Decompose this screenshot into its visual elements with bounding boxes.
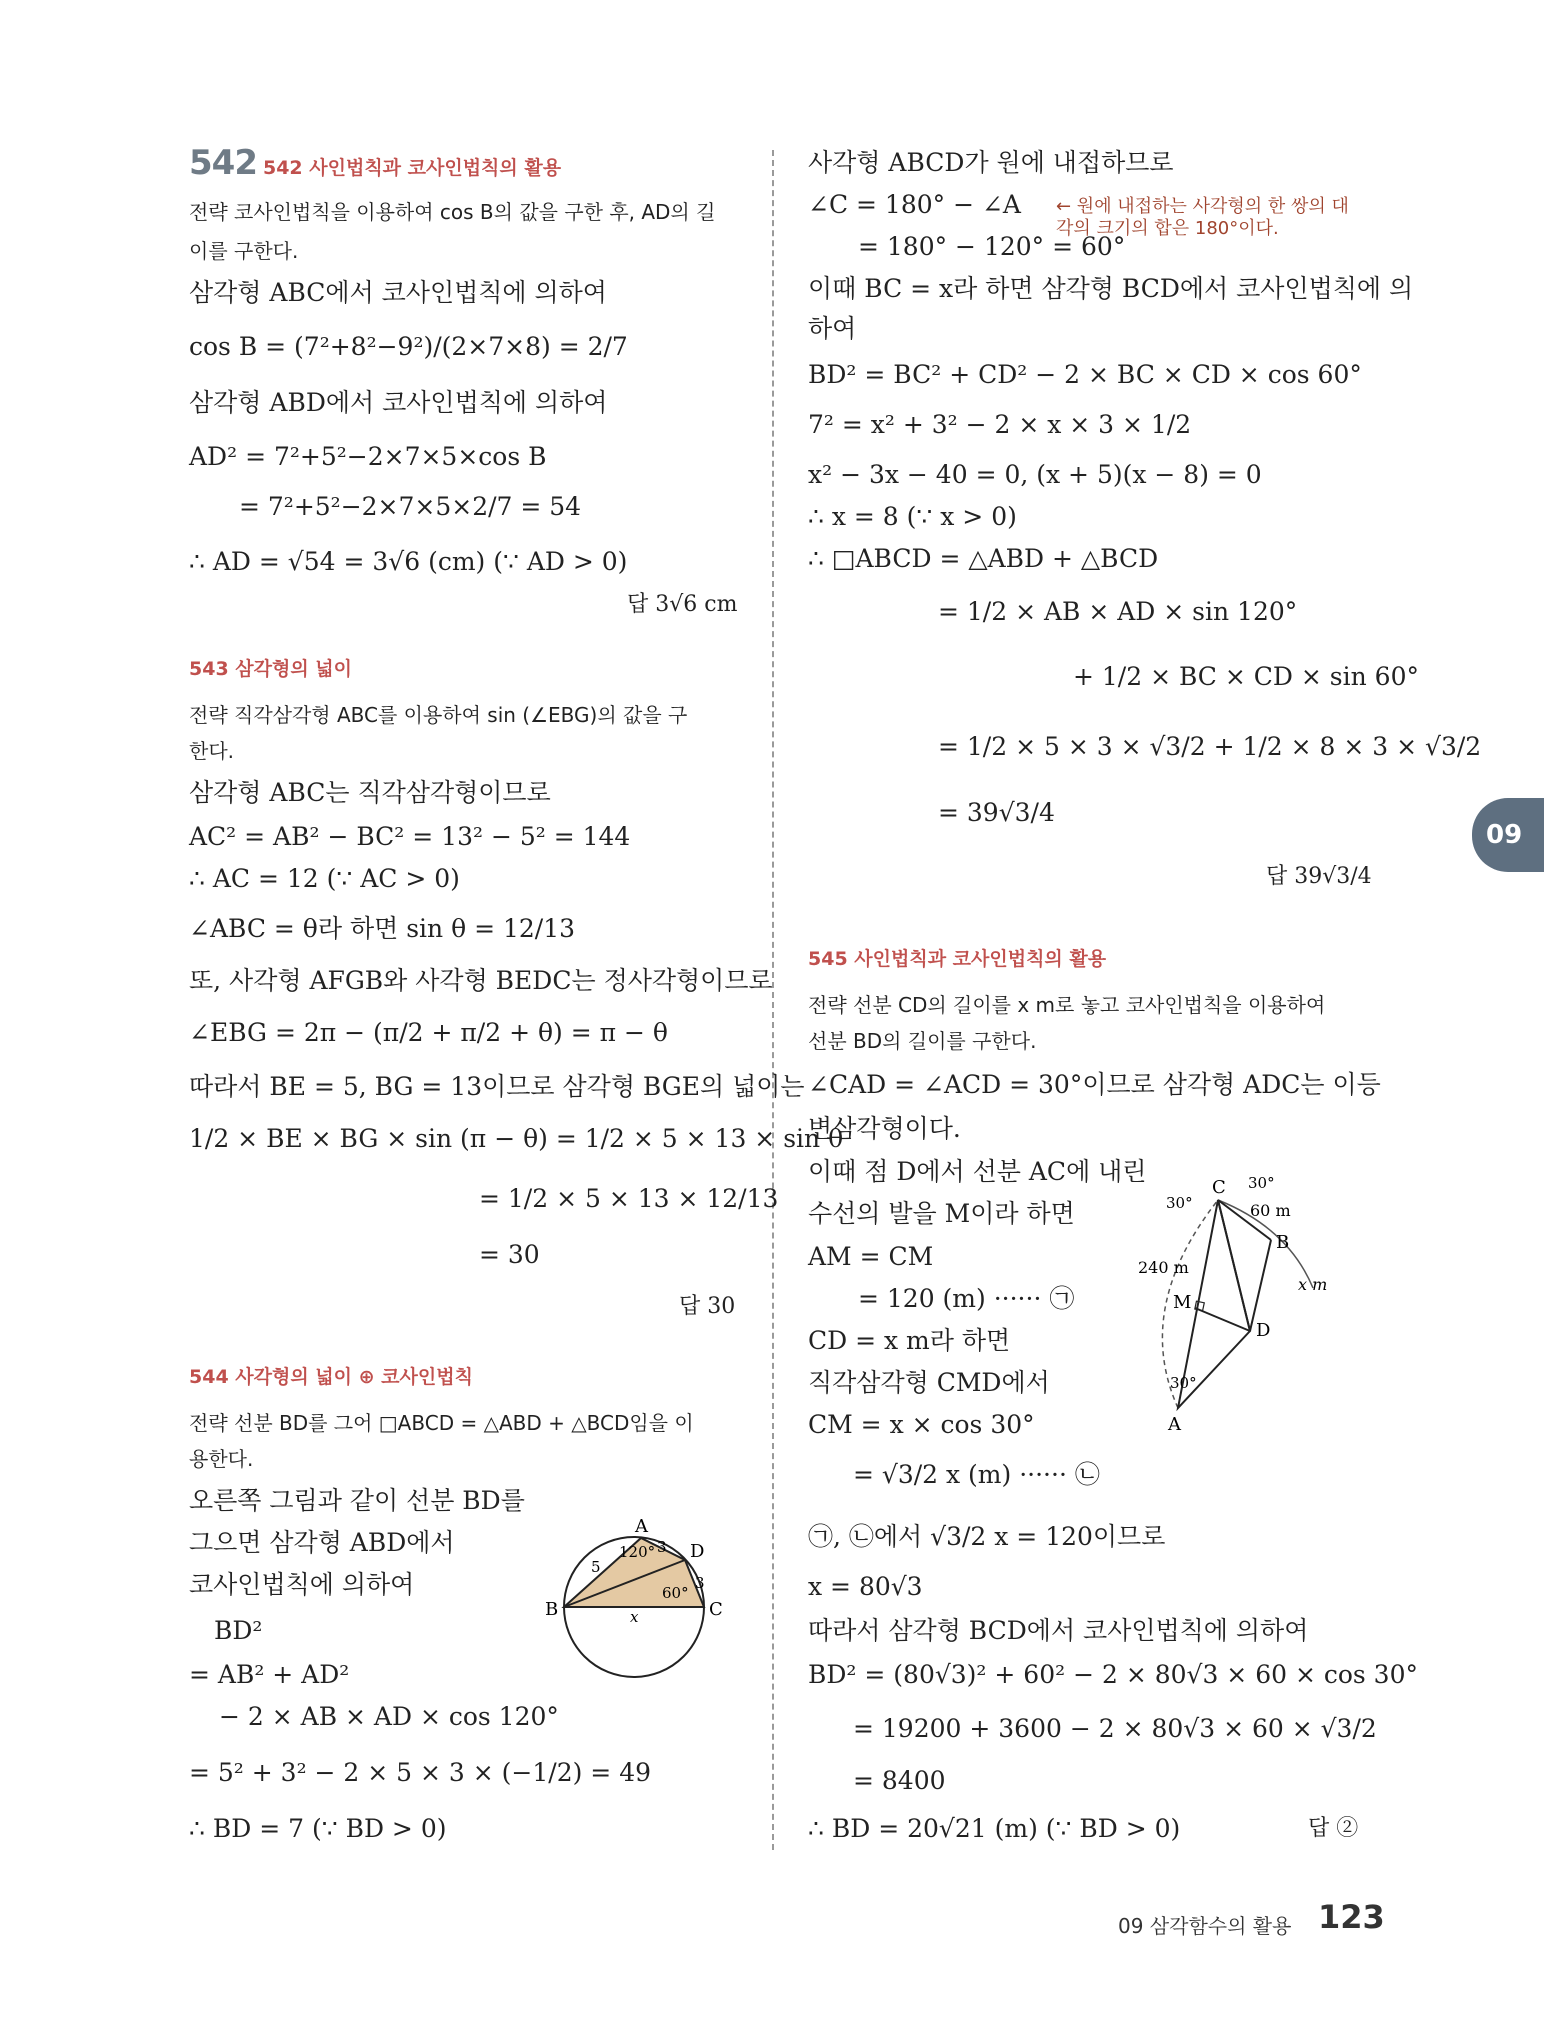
text: 오른쪽 그림과 같이 선분 BD를 <box>189 1486 525 1515</box>
strategy-545: 전략 선분 CD의 길이를 x m로 놓고 코사인법칙을 이용하여 <box>808 993 1326 1017</box>
problem-542-header: 542 542 사인법칙과 코사인법칙의 활용 <box>189 143 562 183</box>
page-number: 123 <box>1318 1898 1385 1936</box>
equation: AM = CM <box>808 1242 934 1271</box>
vertex-label: B <box>545 1599 559 1620</box>
text: 그으면 삼각형 ABD에서 <box>189 1528 455 1557</box>
equation: CD = x m라 하면 <box>808 1326 1011 1355</box>
equation: = 1/2 × 5 × 13 × 12/13 <box>479 1184 779 1213</box>
angle-label: 60° <box>662 1584 689 1602</box>
vertex-label: D <box>1256 1320 1271 1341</box>
equation: BD² = BC² + CD² − 2 × BC × CD × cos 60° <box>808 360 1362 389</box>
equation: ㉠, ㉡에서 √3/2 x = 120이므로 <box>808 1522 1166 1551</box>
equation: − 2 × AB × AD × cos 120° <box>219 1702 559 1731</box>
equation: 7² = x² + 3² − 2 × x × 3 × 1/2 <box>808 410 1192 439</box>
text: 이때 점 D에서 선분 AC에 내린 <box>808 1157 1147 1186</box>
margin-note: ← 원에 내접하는 사각형의 한 쌍의 대각의 크기의 합은 180°이다. <box>1056 196 1349 239</box>
problem-545-title: 545 사인법칙과 코사인법칙의 활용 <box>808 948 1107 970</box>
equation: = 8400 <box>853 1766 946 1795</box>
strategy-545-cont: 선분 BD의 길이를 구한다. <box>808 1029 1037 1053</box>
side-label: 240 m <box>1138 1258 1189 1277</box>
equation: = 1/2 × 5 × 3 × √3/2 + 1/2 × 8 × 3 × √3/2 <box>938 732 1482 761</box>
equation: ∠EBG = 2π − (π/2 + π/2 + θ) = π − θ <box>189 1018 668 1047</box>
equation: ∴ AC = 12 (∵ AC > 0) <box>189 864 460 893</box>
strategy-544-cont: 용한다. <box>189 1447 254 1471</box>
equation: AC² = AB² − BC² = 13² − 5² = 144 <box>189 822 631 851</box>
equation: = 39√3/4 <box>938 798 1055 827</box>
equation: ∴ □ABCD = △ABD + △BCD <box>808 544 1159 573</box>
equation: + 1/2 × BC × CD × sin 60° <box>1073 662 1419 691</box>
strategy-543: 전략 직각삼각형 ABC를 이용하여 sin (∠EBG)의 값을 구 <box>189 703 688 727</box>
equation: ∴ AD = √54 = 3√6 (cm) (∵ AD > 0) <box>189 547 628 576</box>
text: 변삼각형이다. <box>808 1114 961 1143</box>
equation: = √3/2 x (m) ······ ㉡ <box>853 1460 1100 1489</box>
side-label: 3 <box>695 1574 705 1592</box>
equation: = 5² + 3² − 2 × 5 × 3 × (−1/2) = 49 <box>189 1758 652 1787</box>
equation: ∠ABC = θ라 하면 sin θ = 12/13 <box>189 914 576 943</box>
angle-label: 30° <box>1166 1194 1193 1212</box>
equation: = 30 <box>479 1240 540 1269</box>
text: 삼각형 ABC는 직각삼각형이므로 <box>189 778 551 807</box>
side-label: 5 <box>591 1558 601 1576</box>
text: 직각삼각형 CMD에서 <box>808 1368 1050 1397</box>
equation: x = 80√3 <box>808 1572 923 1601</box>
angle-label: 30° <box>1170 1374 1197 1392</box>
vertex-label: M <box>1173 1292 1192 1313</box>
text: 코사인법칙에 의하여 <box>189 1570 415 1599</box>
equation: x² − 3x − 40 = 0, (x + 5)(x − 8) = 0 <box>808 460 1262 489</box>
answer-542: 답 3√6 cm <box>627 592 738 617</box>
figure-545 <box>1138 1158 1368 1458</box>
answer-544: 답 39√3/4 <box>1266 864 1372 889</box>
text: 따라서 삼각형 BCD에서 코사인법칙에 의하여 <box>808 1616 1309 1645</box>
vertex-label: A <box>1168 1414 1181 1435</box>
equation: BD² = (80√3)² + 60² − 2 × 80√3 × 60 × cos 30° <box>808 1660 1418 1689</box>
equation: BD² <box>214 1616 263 1645</box>
side-label: x <box>630 1608 639 1626</box>
vertex-label: D <box>690 1541 705 1562</box>
vertex-label: A <box>635 1516 648 1537</box>
strategy-542-cont: 이를 구한다. <box>189 239 299 263</box>
equation: = AB² + AD² <box>189 1660 350 1689</box>
text: 수선의 발을 M이라 하면 <box>808 1199 1075 1228</box>
strategy-543-cont: 한다. <box>189 739 234 763</box>
strategy-542: 전략 코사인법칙을 이용하여 cos B의 값을 구한 후, AD의 길 <box>189 200 716 224</box>
text: 사각형 ABCD가 원에 내접하므로 <box>808 148 1174 177</box>
equation: ∴ BD = 7 (∵ BD > 0) <box>189 1814 447 1843</box>
vertex-label: C <box>709 1599 723 1620</box>
problem-543-title: 543 삼각형의 넓이 <box>189 658 353 680</box>
chapter-tab: 09 <box>1472 798 1544 872</box>
equation: ∠C = 180° − ∠A <box>808 190 1021 219</box>
figure-544 <box>527 1485 739 1680</box>
vertex-label: B <box>1276 1232 1290 1253</box>
equation: CM = x × cos 30° <box>808 1410 1035 1439</box>
angle-label: 120° <box>619 1543 656 1561</box>
text: 하여 <box>808 314 857 343</box>
strategy-544: 전략 선분 BD를 그어 □ABCD = △ABD + △BCD임을 이 <box>189 1411 694 1435</box>
equation: = 180° − 120° = 60° <box>858 232 1126 261</box>
text: 삼각형 ABC에서 코사인법칙에 의하여 <box>189 278 607 307</box>
column-divider <box>772 150 774 1850</box>
angle-label: 30° <box>1248 1174 1275 1192</box>
problem-544-header <box>189 1358 473 1394</box>
problem-542-title: 542 사인법칙과 코사인법칙의 활용 <box>262 157 562 179</box>
text: ∠CAD = ∠ACD = 30°이므로 삼각형 ADC는 이등 <box>808 1070 1381 1099</box>
equation: ∴ x = 8 (∵ x > 0) <box>808 502 1017 531</box>
equation: = 120 (m) ······ ㉠ <box>858 1284 1075 1313</box>
equation: = 7²+5²−2×7×5×2/7 = 54 <box>239 492 582 521</box>
text: 또, 사각형 AFGB와 사각형 BEDC는 정사각형이므로 <box>189 966 773 995</box>
answer-545: 답 ② <box>1308 1816 1359 1841</box>
side-label: x m <box>1298 1275 1328 1294</box>
equation: AD² = 7²+5²−2×7×5×cos B <box>189 442 547 471</box>
equation: = 1/2 × AB × AD × sin 120° <box>938 597 1298 626</box>
problem-544-title: 544 사각형의 넓이 ⊕ 코사인법칙 <box>189 1366 473 1388</box>
footer-chapter: 09 삼각함수의 활용 <box>1118 1914 1292 1938</box>
side-label: 60 m <box>1250 1201 1291 1220</box>
equation: ∴ BD = 20√21 (m) (∵ BD > 0) <box>808 1814 1181 1843</box>
text: 이때 BC = x라 하면 삼각형 BCD에서 코사인법칙에 의 <box>808 274 1414 303</box>
answer-543: 답 30 <box>679 1294 736 1319</box>
text: 따라서 BE = 5, BG = 13이므로 삼각형 BGE의 넓이는 <box>189 1072 805 1101</box>
equation: = 19200 + 3600 − 2 × 80√3 × 60 × √3/2 <box>853 1714 1377 1743</box>
equation: 1/2 × BE × BG × sin (π − θ) = 1/2 × 5 × 13 × sin θ <box>189 1124 844 1153</box>
side-label: 3 <box>657 1538 667 1556</box>
vertex-label: C <box>1212 1177 1226 1198</box>
equation: cos B = (7²+8²−9²)/(2×7×8) = 2/7 <box>189 332 628 361</box>
problem-545-header <box>808 940 1106 976</box>
text: 삼각형 ABD에서 코사인법칙에 의하여 <box>189 388 608 417</box>
problem-543-header <box>189 650 352 686</box>
